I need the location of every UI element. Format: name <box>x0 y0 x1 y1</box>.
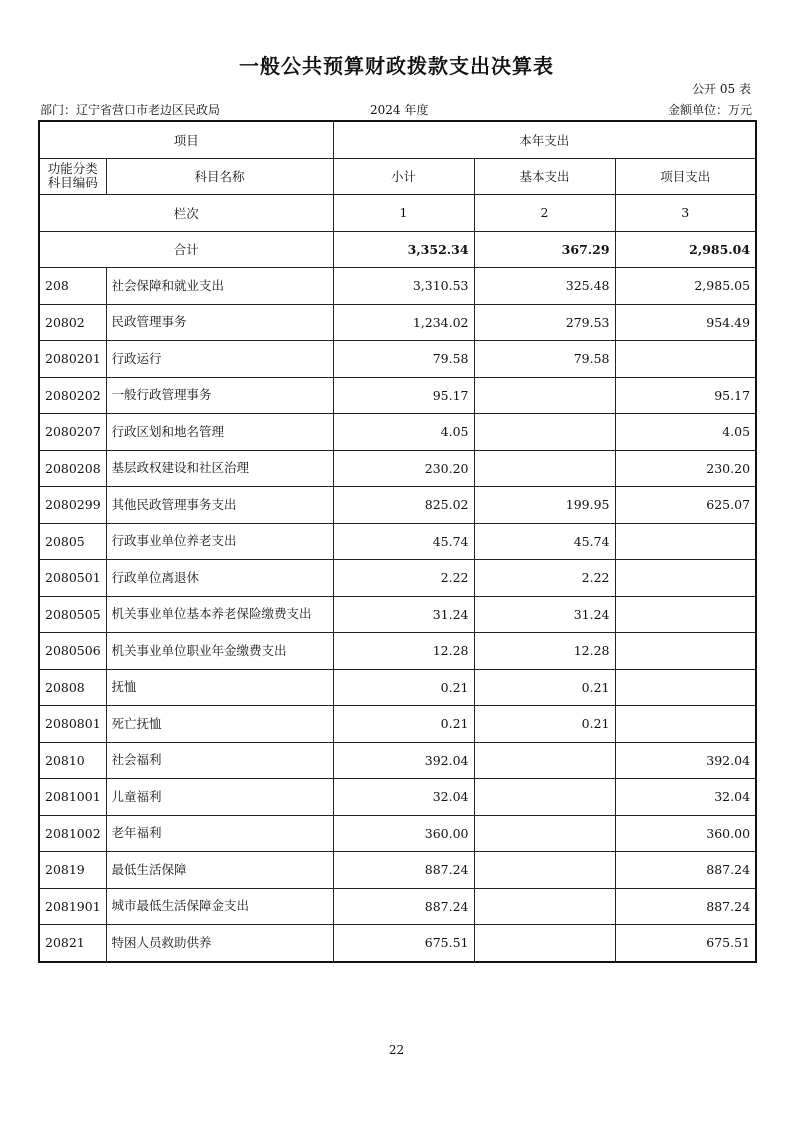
row-subtotal: 360.00 <box>333 815 474 852</box>
row-code: 2080506 <box>39 633 106 670</box>
row-basic: 279.53 <box>474 304 615 341</box>
row-name: 机关事业单位职业年金缴费支出 <box>106 633 333 670</box>
row-subtotal: 12.28 <box>333 633 474 670</box>
row-name: 最低生活保障 <box>106 852 333 889</box>
row-project: 95.17 <box>615 377 756 414</box>
row-project <box>615 596 756 633</box>
header-row-1 <box>39 121 756 158</box>
row-project: 887.24 <box>615 852 756 889</box>
row-project: 4.05 <box>615 414 756 451</box>
row-project: 230.20 <box>615 450 756 487</box>
header-row-2 <box>39 158 756 195</box>
row-name: 基层政权建设和社区治理 <box>106 450 333 487</box>
row-code: 20819 <box>39 852 106 889</box>
row-name: 民政管理事务 <box>106 304 333 341</box>
column-number-3: 3 <box>615 195 756 232</box>
row-name: 城市最低生活保障金支出 <box>106 888 333 925</box>
row-subtotal: 825.02 <box>333 487 474 524</box>
row-subtotal: 32.04 <box>333 779 474 816</box>
table-row <box>39 633 756 670</box>
row-subtotal: 675.51 <box>333 925 474 962</box>
row-name: 社会福利 <box>106 742 333 779</box>
row-project: 392.04 <box>615 742 756 779</box>
row-code: 2080202 <box>39 377 106 414</box>
header-name: 科目名称 <box>106 158 333 195</box>
row-subtotal: 230.20 <box>333 450 474 487</box>
row-basic <box>474 888 615 925</box>
row-basic: 325.48 <box>474 268 615 305</box>
table-row <box>39 450 756 487</box>
row-name: 特困人员救助供养 <box>106 925 333 962</box>
row-code: 20821 <box>39 925 106 962</box>
row-code: 2081002 <box>39 815 106 852</box>
expenditure-table <box>38 120 757 963</box>
header-subtotal: 小计 <box>333 158 474 195</box>
row-code: 2080801 <box>39 706 106 743</box>
table-row <box>39 487 756 524</box>
row-basic: 199.95 <box>474 487 615 524</box>
row-project <box>615 560 756 597</box>
form-number: 公开 05 表 <box>692 82 751 96</box>
table-row <box>39 706 756 743</box>
row-code: 2080208 <box>39 450 106 487</box>
row-subtotal: 887.24 <box>333 888 474 925</box>
row-basic <box>474 414 615 451</box>
table-row <box>39 341 756 378</box>
row-name: 机关事业单位基本养老保险缴费支出 <box>106 596 333 633</box>
row-project: 2,985.05 <box>615 268 756 305</box>
row-project: 954.49 <box>615 304 756 341</box>
column-number-2: 2 <box>474 195 615 232</box>
row-subtotal: 887.24 <box>333 852 474 889</box>
total-basic: 367.29 <box>474 231 615 268</box>
row-code: 2080505 <box>39 596 106 633</box>
column-number-label: 栏次 <box>39 195 333 232</box>
row-project <box>615 706 756 743</box>
table-row <box>39 560 756 597</box>
row-code: 2081001 <box>39 779 106 816</box>
row-project <box>615 669 756 706</box>
table-row <box>39 779 756 816</box>
row-subtotal: 4.05 <box>333 414 474 451</box>
fiscal-year: 2024 年度 <box>370 103 429 117</box>
row-subtotal: 0.21 <box>333 706 474 743</box>
row-name: 行政运行 <box>106 341 333 378</box>
row-basic <box>474 742 615 779</box>
row-project: 675.51 <box>615 925 756 962</box>
row-subtotal: 45.74 <box>333 523 474 560</box>
row-basic <box>474 815 615 852</box>
row-name: 一般行政管理事务 <box>106 377 333 414</box>
row-name: 其他民政管理事务支出 <box>106 487 333 524</box>
header-basic: 基本支出 <box>474 158 615 195</box>
row-basic: 0.21 <box>474 706 615 743</box>
row-subtotal: 2.22 <box>333 560 474 597</box>
total-project: 2,985.04 <box>615 231 756 268</box>
row-project <box>615 341 756 378</box>
row-project: 887.24 <box>615 888 756 925</box>
row-basic: 12.28 <box>474 633 615 670</box>
row-name: 行政事业单位养老支出 <box>106 523 333 560</box>
column-number-row <box>39 195 756 232</box>
row-project: 32.04 <box>615 779 756 816</box>
table-row <box>39 888 756 925</box>
row-project: 360.00 <box>615 815 756 852</box>
row-subtotal: 3,310.53 <box>333 268 474 305</box>
row-project <box>615 523 756 560</box>
row-subtotal: 31.24 <box>333 596 474 633</box>
row-name: 社会保障和就业支出 <box>106 268 333 305</box>
table-row <box>39 414 756 451</box>
row-basic: 45.74 <box>474 523 615 560</box>
header-project: 项目支出 <box>615 158 756 195</box>
department: 部门：辽宁省营口市老边区民政局 <box>40 103 221 117</box>
row-basic <box>474 450 615 487</box>
row-basic: 31.24 <box>474 596 615 633</box>
row-name: 儿童福利 <box>106 779 333 816</box>
row-basic <box>474 377 615 414</box>
row-subtotal: 392.04 <box>333 742 474 779</box>
row-subtotal: 1,234.02 <box>333 304 474 341</box>
row-name: 行政区划和地名管理 <box>106 414 333 451</box>
row-code: 2080207 <box>39 414 106 451</box>
row-code: 20810 <box>39 742 106 779</box>
row-code: 20808 <box>39 669 106 706</box>
row-basic: 0.21 <box>474 669 615 706</box>
row-basic: 2.22 <box>474 560 615 597</box>
row-name: 老年福利 <box>106 815 333 852</box>
total-subtotal: 3,352.34 <box>333 231 474 268</box>
header-item: 项目 <box>39 121 333 158</box>
table-row <box>39 304 756 341</box>
header-code: 功能分类科目编码 <box>39 158 106 195</box>
row-code: 20802 <box>39 304 106 341</box>
row-basic <box>474 925 615 962</box>
table-row <box>39 596 756 633</box>
row-code: 2081901 <box>39 888 106 925</box>
page-number: 22 <box>388 1043 405 1057</box>
row-code: 2080501 <box>39 560 106 597</box>
row-subtotal: 79.58 <box>333 341 474 378</box>
total-row <box>39 231 756 268</box>
table-row <box>39 268 756 305</box>
row-code: 20805 <box>39 523 106 560</box>
table-row <box>39 377 756 414</box>
column-number-1: 1 <box>333 195 474 232</box>
amount-unit: 金额单位：万元 <box>667 103 752 117</box>
row-basic <box>474 779 615 816</box>
row-subtotal: 95.17 <box>333 377 474 414</box>
row-project: 625.07 <box>615 487 756 524</box>
row-code: 2080299 <box>39 487 106 524</box>
row-code: 2080201 <box>39 341 106 378</box>
row-project <box>615 633 756 670</box>
row-name: 死亡抚恤 <box>106 706 333 743</box>
total-label: 合计 <box>39 231 333 268</box>
table-row <box>39 742 756 779</box>
table-row <box>39 523 756 560</box>
row-code: 208 <box>39 268 106 305</box>
row-basic <box>474 852 615 889</box>
table-row <box>39 815 756 852</box>
table-row <box>39 669 756 706</box>
header-current-year: 本年支出 <box>333 121 756 158</box>
table-row <box>39 852 756 889</box>
row-subtotal: 0.21 <box>333 669 474 706</box>
row-name: 抚恤 <box>106 669 333 706</box>
row-name: 行政单位离退休 <box>106 560 333 597</box>
page-title: 一般公共预算财政拨款支出决算表 <box>239 54 554 78</box>
row-basic: 79.58 <box>474 341 615 378</box>
table-row <box>39 925 756 962</box>
